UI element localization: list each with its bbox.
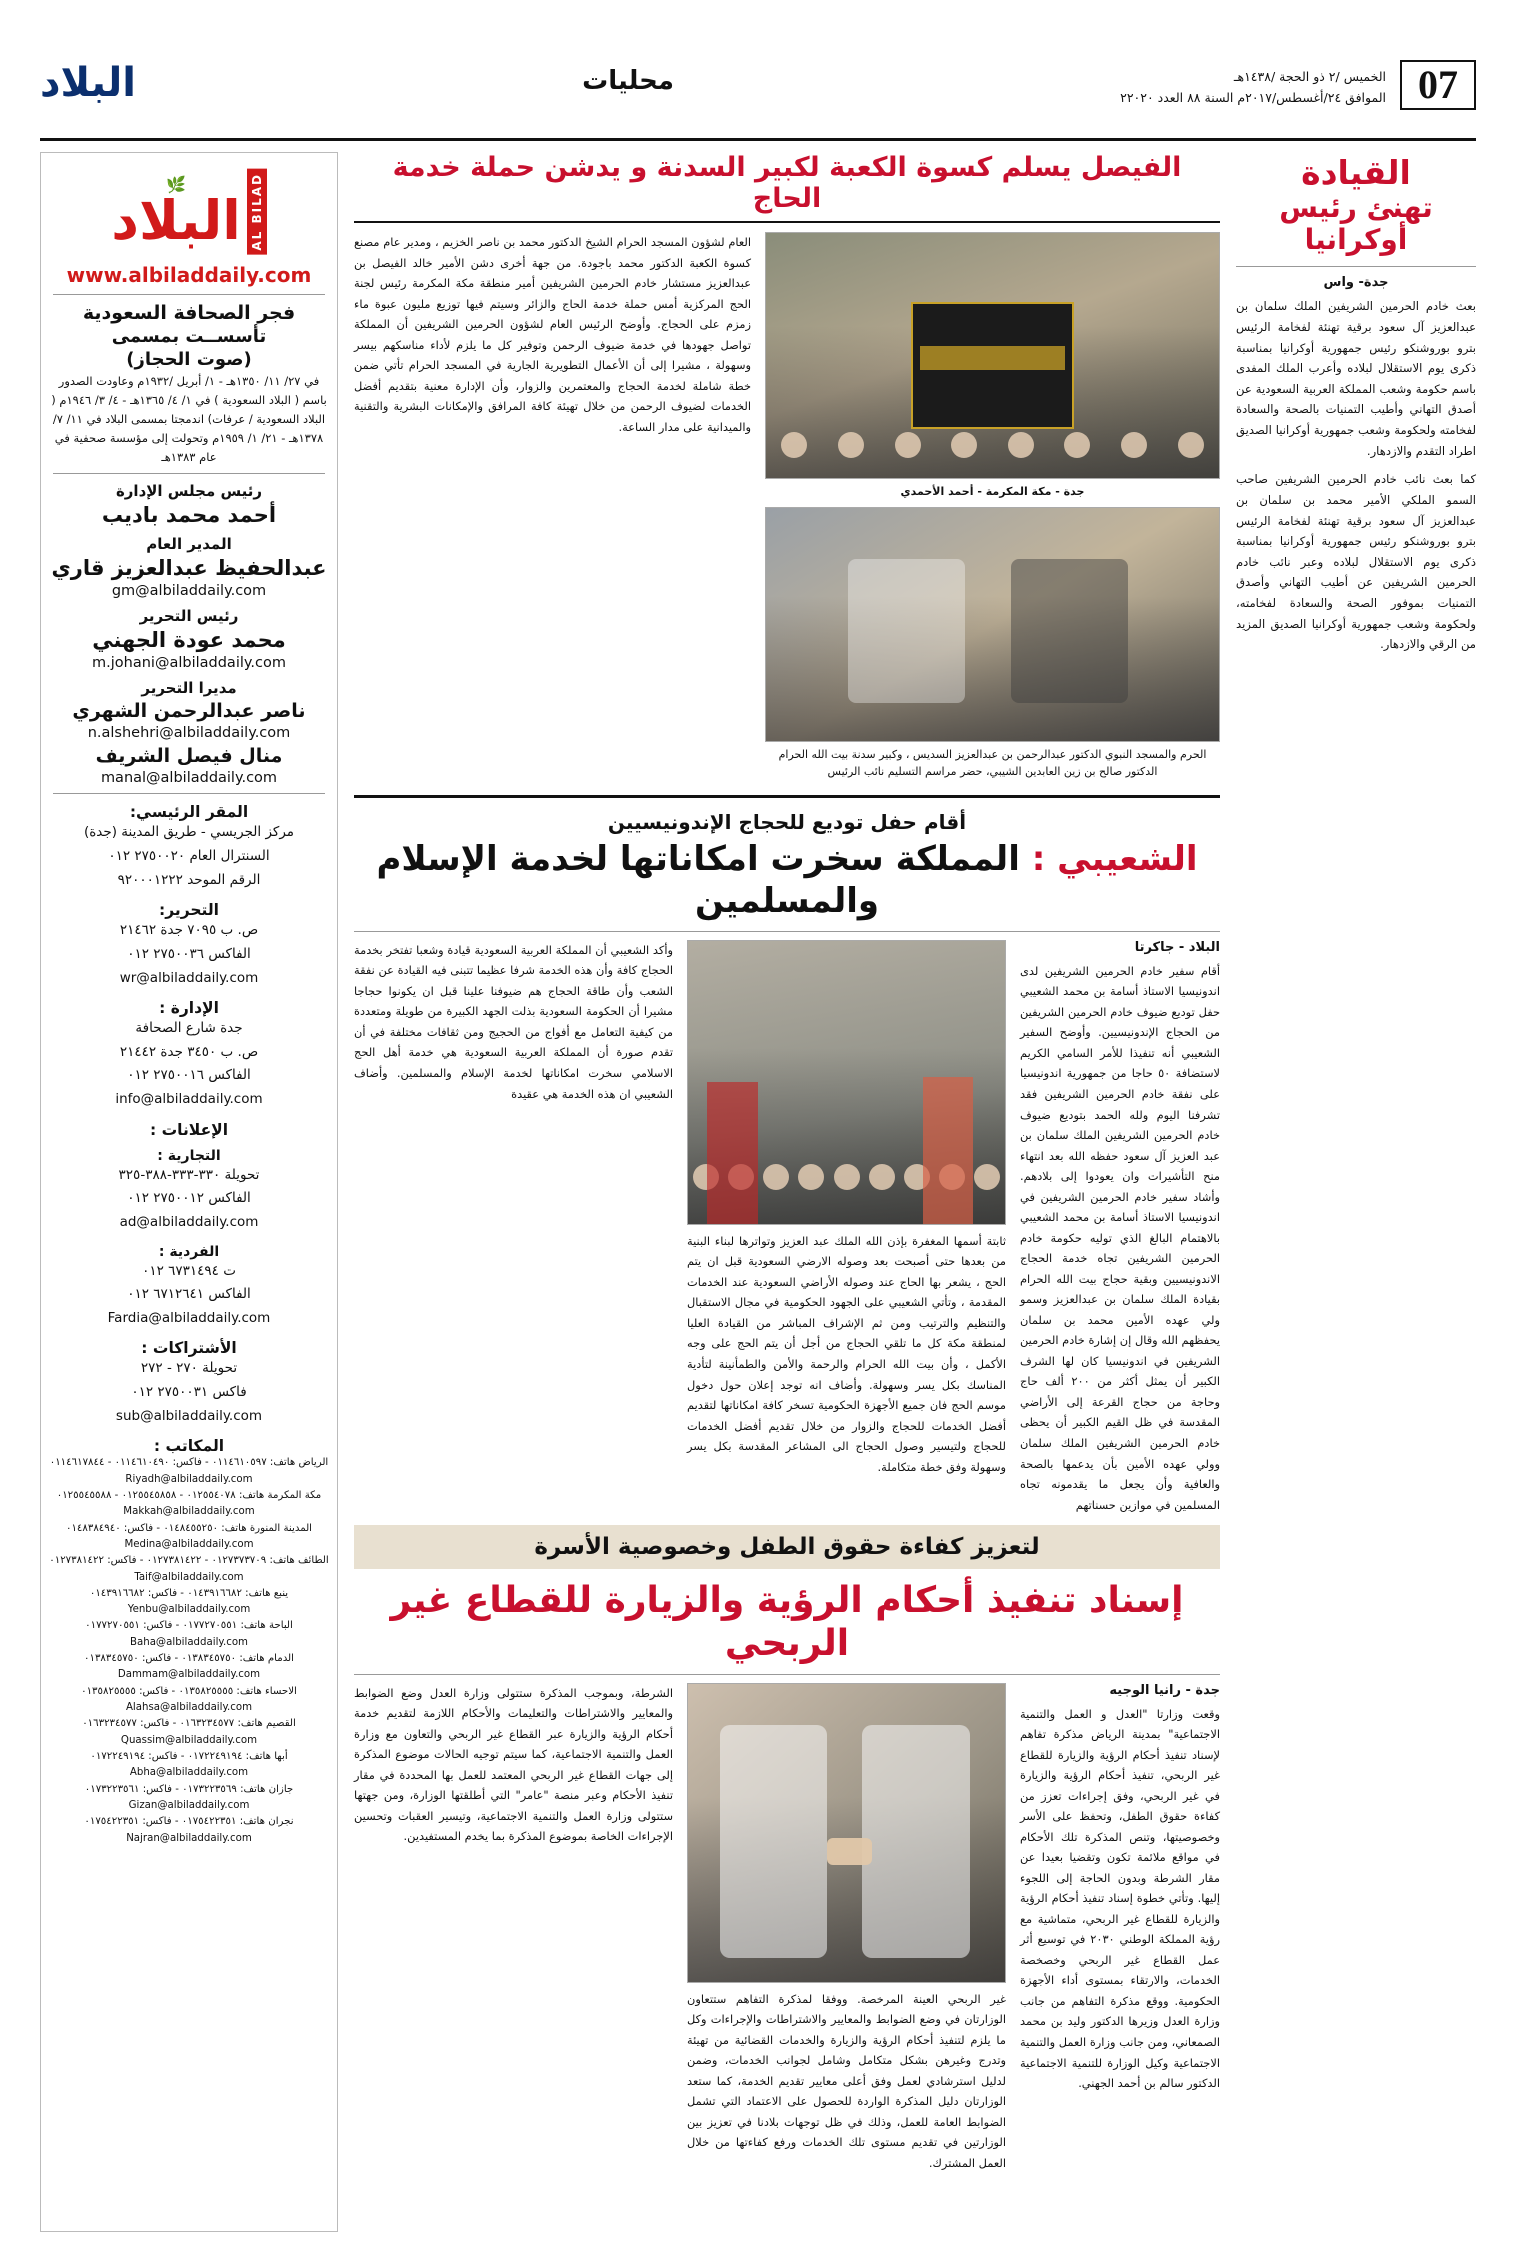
photo-signing-ceremony — [765, 507, 1220, 742]
ads-commercial-line-1: تحويلة ٣٣٠-٣٣٣-٣٨٨-٣٢٥ — [118, 1166, 260, 1183]
divider — [354, 1674, 1220, 1675]
story-shuaibi-headline-name: الشعيبي : — [1031, 838, 1198, 879]
hq-label: المقر الرئيسي: — [129, 803, 249, 822]
leadership-headline — [1236, 152, 1476, 256]
office-email[interactable]: Abha@albiladdaily.com — [129, 1767, 249, 1779]
hq-line-2: السنترال العام ٢٧٥٠٠٢٠ ٠١٢ — [108, 848, 270, 865]
editor-name: محمد عودة الجهني — [92, 628, 286, 653]
admin-email[interactable]: info@albiladdaily.com — [115, 1091, 263, 1108]
history-text: في ٢٧/ ١١/ ١٣٥٠هـ - ١/ أبريل /١٩٣٢م وعاودت الصدور باسم ( البلاد السعودية ) في ١/ ٤/ ١٣٦٥هـ - ٤/ ٣/ ١٩٤٦م ( البلاد السعودية / عرفات) اندمجتا بمسمى البلاد في ١١/ ٧/ ١٣٧٨هـ - ٢١/ ١/ ١٩٥٩م وتحولت إلى مؤسسة صحفية في عام ١٣٨٣هـ — [51, 373, 327, 464]
ads-commercial-line-2: الفاكس ٢٧٥٠٠١٢ ٠١٢ — [127, 1190, 251, 1207]
chairman-name: أحمد محمد باديب — [101, 503, 277, 528]
photo-mou-signing-handshake — [687, 1683, 1006, 1983]
office-line: أبها هاتف: ٠١٧٢٢٤٩١٩٤ - فاكس: ٠١٧٢٢٤٩١٩٤ — [90, 1750, 288, 1762]
story-kiswa-top — [354, 232, 1220, 787]
managing-editor-1-email[interactable]: n.alshehri@albiladdaily.com — [87, 725, 291, 742]
story-shuaibi-dateline: البلاد - جاكرتا — [1134, 939, 1220, 955]
office-line: جازان هاتف: ٠١٧٣٢٢٣٥٦٩ - فاكس: ٠١٧٣٢٢٣٥٦١ — [84, 1783, 294, 1795]
divider — [53, 793, 325, 794]
hq-line-1: مركز الجريسي - طريق المدينة (جدة) — [83, 824, 295, 841]
story-shuaibi-kicker: أقام حفل توديع للحجاج الإندونيسيين — [607, 809, 967, 834]
story-visitation-headline: إسناد تنفيذ أحكام الرؤية والزيارة للقطاع غير الربحي — [390, 1580, 1184, 1665]
editorial-email[interactable]: wr@albiladdaily.com — [119, 969, 259, 986]
logo — [49, 169, 329, 255]
masthead-brand: البلاد — [40, 60, 136, 106]
masthead-info-box — [40, 152, 338, 2232]
admin-label: الإدارة : — [159, 999, 219, 1018]
story-shuaibi-col-left — [354, 940, 673, 1515]
story-kiswa-headline: الفيصل يسلم كسوة الكعبة لكبير السدنة و يدشن حملة خدمة الحاج — [354, 152, 1220, 223]
story-visitation-cols — [354, 1683, 1220, 2174]
center-column — [354, 152, 1220, 2232]
office-email[interactable]: Riyadh@albiladdaily.com — [125, 1473, 253, 1485]
divider — [354, 795, 1220, 798]
leadership-sidebar-article — [1236, 152, 1476, 655]
logo-latin-text: AL BILAD — [247, 169, 267, 255]
office-line: مكة المكرمة هاتف: ٠١٢٥٥٤٠٧٨ - ٠١٢٥٥٤٥٨٥٨ - ٠١٢٥٥٤٥٥٨٨ — [56, 1489, 322, 1501]
office-line: نجران هاتف: ٠١٧٥٤٢٢٣٥١ - فاكس: ٠١٧٥٤٢٢٣٥١ — [84, 1816, 294, 1828]
leadership-body-1: بعث خادم الحرمين الشريفين الملك سلمان بن عبدالعزيز آل سعود برقية تهنئة لفخامة الرئيس بترو بوروشنكو رئيس جمهورية أوكرانيا بمناسبة ذكرى يوم الاستقلال لبلاده وأعرب الملك المفدى باسم حكومة وشعب المملكة العربية السعودية عن أصدق التهاني وأطيب التمنيات بالصحة والسعادة لفخامته ولحكومة وشعب جمهورية أوكرانيا الصديق اطراد التقدم والازدهار. — [1236, 299, 1476, 458]
issue-date — [1120, 60, 1386, 109]
managing-editor-2-name: منال فيصل الشريف — [95, 745, 283, 768]
office-line: الطائف هاتف: ٠١٢٧٣٧٣٧٠٩ - ٠١٢٧٣٨١٤٢٢ - فاكس: ٠١٢٧٣٨١٤٢٢ — [49, 1555, 329, 1567]
story-shuaibi-mid-block — [687, 940, 1006, 1515]
ads-label: الإعلانات : — [149, 1120, 229, 1139]
story-visitation-dateline: جدة - رانيا الوجيه — [1109, 1682, 1220, 1698]
gm-email[interactable]: gm@albiladdaily.com — [111, 583, 267, 600]
managing-editor-1-name: ناصر عبدالرحمن الشهري — [72, 700, 306, 723]
gm-label: المدير العام — [146, 535, 232, 554]
date-gregorian: الموافق ٢٤/أغسطس/٢٠١٧م السنة ٨٨ العدد ٢٢٠٢٠ — [1120, 90, 1386, 106]
page-content — [40, 152, 1476, 2232]
leadership-headline-line1: القيادة — [1301, 153, 1411, 192]
story-shuaibi-cols — [354, 940, 1220, 1515]
story-shuaibi-headline — [354, 838, 1220, 923]
ads-individual-label: الفردية : — [158, 1243, 220, 1260]
story-kiswa-body-mid: العام لشؤون المسجد الحرام الشيخ الدكتور محمد بن ناصر الخزيم ، ومدير عام مصنع كسوة الكعبة الدكتور محمد باجودة. من جهة أخرى دشن الأمير خالد الفيصل بن عبدالعزيز مستشار خادم الحرمين الشريفين أمير منطقة مكة المكرمة رئيس لجنة الحج المركزية أمس حملة خدمة الحاج والزائر وسيتم فيها توزيع مليون عبوة ماء زمزم على الحجاج. وأوضح الرئيس العام لشؤون الحرمين الشريفين أن المملكة تواصل جهودها في خدمة ضيوف الرحمن وتوفير كل ما يلزم لأداء مناسكهم بيسر وسهولة ، مشيرا إلى أن الأعمال التطويرية الجارية في المسجد الحرام تأتي ضمن خطة شاملة لخدمة الحجاج والمعتمرين والزوار، وأن الإدارة معنية بتقديم أفضل الخدمات لضيوف الرحمن من خلال تهيئة كافة المرافق والإمكانات البشرية والتقنية والميدانية على مدار الساعة. — [354, 235, 751, 434]
office-email[interactable]: Taif@albiladdaily.com — [134, 1571, 244, 1583]
story-shuaibi-headline-rest: المملكة سخرت امكاناتها لخدمة الإسلام والمسلمين — [376, 838, 1020, 922]
admin-line-1: جدة شارع الصحافة — [135, 1020, 243, 1037]
story-shuaibi-body-mid: ثابتة أسمها المغفرة بإذن الله الملك عبد العزيز وتواترها لبناء البنية من بعدها حتى أصبحت بعد وصوله الارضي السعودية قبل ان يتم الحج ، يشعر بها الحاج عند وصوله الأراضي السعودية عند الخدمات المقدمة ، وتأتي الشعيبي على الجهود الحكومية في مجال الاستقبال والتنظيم والترتيب ومن ثم الإشراف المباشر من القيادة العليا لمنطقة مكة كل ما تلقي الحجاج من أجل أن يتم الحج على وجه الأكمل ، وأن بيت الله الحرام والرحمة والأمن والطمأنينة لتأدية المناسك بكل يسر وسهولة. وأضاف انه توجد إعلان حول دخول موسم الحج فان جميع الأجهزة الحكومية تسخر كافة امكاناتها لتقديم أفضل الخدمات للحجاج والزوار من خلال تقديم أفضل الخدمات للحجاج ولتيسير وصول الحجاج الى المشاعر المقدسة بكل يسر وسهولة وفق خطة متكاملة. — [687, 1233, 1006, 1474]
editorial-label: التحرير: — [159, 901, 219, 920]
office-line: ينبع هاتف: ٠١٤٣٩١٦٦٨٢ - فاكس: ٠١٤٣٩١٦٦٨٢ — [89, 1587, 289, 1599]
photo-indonesian-pilgrims — [687, 940, 1006, 1225]
leadership-body-2: كما بعث نائب خادم الحرمين الشريفين صاحب السمو الملكي الأمير محمد بن سلمان بن عبدالعزيز آل سعود برقية تهنئة لفخامة الرئيس بترو بوروشنكو رئيس جمهورية أوكرانيا بمناسبة ذكرى يوم الاستقلال لبلاده وعبر نائب خادم الحرمين الشريفين عن أطيب التهاني وأصدق التمنيات بموفور الصحة والسعادة لفخامته، ولحكومة وشعب جمهورية أوكرانيا الصديق المزيد من الرقي والازدهار. — [1236, 472, 1476, 652]
office-email[interactable]: Alahsa@albiladdaily.com — [125, 1702, 253, 1714]
divider — [53, 294, 325, 295]
story-kiswa-text-col-mid — [354, 232, 751, 787]
divider — [1236, 266, 1476, 267]
story-visitation-col-right — [1020, 1683, 1220, 2174]
palm-swords-icon: 🌿 — [166, 175, 186, 195]
gm-name: عبدالحفيظ عبدالعزيز قاري — [51, 556, 327, 581]
leadership-dateline: جدة- واس — [1323, 275, 1389, 291]
subscriptions-label: الأشتراكات : — [141, 1339, 237, 1358]
header-divider — [40, 138, 1476, 141]
managing-editors-label: مديرا التحرير — [141, 679, 237, 698]
offices-label: المكاتب : — [153, 1437, 225, 1456]
story-visitation-mid-block — [687, 1683, 1006, 2174]
admin-line-2: ص. ب ٣٤٥٠ جدة ٢١٤٤٢ — [119, 1043, 259, 1060]
date-hijri: الخميس /٢ ذو الحجة /١٤٣٨هـ — [1233, 69, 1386, 84]
subs-line-2: فاكس ٢٧٥٠٠٣١ ٠١٢ — [131, 1384, 247, 1401]
founded-name: (صوت الحجاز) — [126, 348, 252, 370]
chairman-label: رئيس مجلس الإدارة — [115, 482, 263, 501]
office-email[interactable]: Gizan@albiladdaily.com — [128, 1799, 250, 1811]
office-email[interactable]: Quassim@albiladdaily.com — [120, 1734, 258, 1746]
story-shuaibi-body-right: أقام سفير خادم الحرمين الشريفين لدى اندونيسيا الاستاذ أسامة بن محمد الشعيبي حفل توديع ضيوف خادم الحرمين الشريفين من الحجاج الإندونيسيين. وأوضح السفير الشعيبي أنه تنفيذا للأمر السامي الكريم لاستضافة ٥٠ حاجا من جمهورية اندونيسيا على نفقة خادم الحرمين الشريفين فقد تشرفنا اليوم ولله الحمد بتوديع ضيوف خادم الحرمين الشريفين الملك سلمان بن عبد العزيز آل سعود حفظه الله بعد انتهاء منح التأشيرات وان يعودوا إلى بلادهم. وأشاد سفير خادم الحرمين الشريفين في اندونيسيا الاستاذ أسامة بن محمد الشعيبي بالاهتمام البالغ الذي توليه حكومة خادم الحرمين الشريفين تجاه خدمة الحجاج الاندونيسيين وبقية حجاج بيت الله الحرام بقيادة الملك سلمان بن عبدالعزيز وسمو ولي عهده الأمين محمد بن سلمان يحفظهم الله وقال إن إشارة خادم الحرمين الشريفين في اندونيسيا كان لها الشرف الكبير أن يمثل أكثر من ٢٠٠ ألف حاج وحاجة من حجاج القرعة إلى الأراضي المقدسة في ظل القيم الكبير أن يحظى خادم الحرمين الشريفين الملك سلمان وولي عهده الأمين بأن يدعمها بالصحة والعافية وأن يجعل ما يقدمونه تجاه المسلمين في موازين حسناتهم — [1020, 963, 1220, 1512]
photo-signing-caption: الحرم والمسجد النبوي الدكتور عبدالرحمن بن عبدالعزيز السديس ، وكبير سدنة بيت الله الحرام الدكتور صالح بن زين العابدين الشيبي، حضر مراسم التسليم نائب الرئيس — [778, 747, 1207, 779]
office-email[interactable]: Yenbu@albiladdaily.com — [127, 1604, 251, 1616]
ads-commercial-email[interactable]: ad@albiladdaily.com — [119, 1213, 259, 1230]
office-email[interactable]: Najran@albiladdaily.com — [126, 1832, 252, 1844]
page-header — [40, 60, 1476, 130]
divider — [53, 473, 325, 474]
editorial-line-1: ص. ب ٧٠٩٥ جدة ٢١٤٦٢ — [119, 922, 259, 939]
office-line: القصيم هاتف: ٠١٦٣٢٣٤٥٧٧ - فاكس: ٠١٦٣٢٣٤٥٧٧ — [82, 1718, 296, 1730]
leadership-headline-line3: أوكرانيا — [1304, 223, 1408, 257]
tagline: فجر الصحافة السعودية — [82, 301, 296, 324]
editor-label: رئيس التحرير — [139, 607, 239, 626]
founded-label: تأسســت بمسمى — [111, 325, 267, 347]
story-visitation-body-left: الشرطة، وبموجب المذكرة ستتولى وزارة العدل وضع الضوابط والمعايير والاشتراطات والتعليمات والأحكام اللازمة لتقديم خدمة أحكام الرؤية والزيارة عبر القطاع غير الربحي والتعاون مع وزارة العمل والتنمية الاجتماعية، كما سيتم توجيه الحالات موضوع المذكرة إلى جهات القطاع غير الربحي المعتمد للعمل بها المحددة في مقار تنفيذ الأحكام وعبر منصة "عامر" التي أطلقتها الوزارة، ومن جهتها ستتولى وزارة العمل والتنمية الاجتماعية، وتيسير العقبات وتحسين الإجراءات الخاصة بموضوع المذكرة بما يخدم المستفيدين. — [354, 1685, 673, 1844]
office-line: الاحساء هاتف: ٠١٣٥٨٢٥٥٥٥ - فاكس: ٠١٣٥٨٢٥٥٥٥ — [81, 1685, 297, 1697]
office-line: الرياض هاتف: ٠١١٤٦١٠٥٩٧ - فاكس: ٠١١٤٦١٠٤٩٠ - ٠١١٤٦١٧٨٤٤ — [49, 1457, 329, 1469]
divider — [354, 931, 1220, 932]
story-kiswa — [354, 152, 1220, 787]
editor-email[interactable]: m.johani@albiladdaily.com — [92, 655, 286, 672]
admin-line-3: الفاكس ٢٧٥٠٠١٦ ٠١٢ — [127, 1067, 251, 1084]
story-visitation-banner: لتعزيز كفاءة حقوق الطفل وخصوصية الأسرة — [354, 1525, 1220, 1569]
office-line: الدمام هاتف: ٠١٣٨٣٤٥٧٥٠ - فاكس: ٠١٣٨٣٤٥٧٥٠ — [84, 1653, 294, 1665]
story-shuaibi-body-left: وأكد الشعيبي أن المملكة العربية السعودية قيادة وشعبا تفتخر بخدمة الحجاج كافة وأن هذه الخدمة شرفا عظيما تتبنى فيه القيادة عن نفقة الشعب وأن طاقة الحجاج هم ضيوفنا علينا قبل ان يكونوا حجاجا مشيرا أن الحكومة السعودية بذلت الجهد الكبيرة من طويلة ومتعددة من كيفية التعامل مع أفواج من الحجيج ومن ثقافات مختلفة في أن تقدم صورة أن المملكة العربية السعودية هي خدمة أهل الحج الاسلامي سخرت امكاناتها لخدمة الإسلام والمسلمين. وأضاف الشعيبي ان هذه الخدمة هي عقيدة — [354, 942, 673, 1101]
story-shuaibi-col-right — [1020, 940, 1220, 1515]
office-email[interactable]: Makkah@albiladdaily.com — [123, 1506, 255, 1518]
story-visitation-body-mid: غير الربحي العينة المرخصة. ووفقا لمذكرة التفاهم ستتعاون الوزارتان في وضع الضوابط والمعايير والاشتراطات والإجراءات وكل ما يلزم لتنفيذ أحكام الرؤية والزيارة والخدمات القضائية من تهيئة وتدرج وغيرهن بشكل متكامل وشامل لجوانب الخدمات، وضمن لدليل استرشادي لعمل وفق أعلى معايير تقديم الخدمة، كما ستعد الوزارتان دليل المذكرة الواردة للحصول على الاعتماد التي تشمل الضوابط العامة للعمل، وذلك في ظل توجهات بلادنا في تعزيز بين الوزارتين في تقديم مستوى تلك الخدمات ورفع كفاءتها من خلال العمل المشترك. — [687, 1991, 1006, 2170]
editorial-line-2: الفاكس ٢٧٥٠٠٣٦ ٠١٢ — [127, 945, 251, 962]
story-visitation-col-left — [354, 1683, 673, 2174]
office-email[interactable]: Baha@albiladdaily.com — [130, 1636, 248, 1648]
hq-line-3: الرقم الموحد ٩٢٠٠٠١٢٢٢ — [117, 871, 261, 888]
photo-kiswa-handover — [765, 232, 1220, 479]
story-kiswa-photo-block — [765, 232, 1220, 787]
managing-editor-2-email[interactable]: manal@albiladdaily.com — [100, 770, 278, 787]
photo-kiswa-caption: جدة - مكة المكرمة - أحمد الأحمدي — [900, 485, 1085, 498]
ads-individual-line-2: الفاكس ٦٧١٢٦٤١ ٠١٢ — [127, 1286, 251, 1303]
subs-email[interactable]: sub@albiladdaily.com — [115, 1407, 263, 1424]
office-email[interactable]: Medina@albiladdaily.com — [124, 1538, 254, 1550]
leadership-headline-line2: تهنئ رئيس — [1279, 190, 1433, 224]
ads-commercial-label: التجارية : — [157, 1147, 221, 1164]
story-shuaibi — [354, 810, 1220, 1515]
subs-line-1: تحويلة ٢٧٠ - ٢٧٢ — [140, 1360, 238, 1377]
section-title: محليات — [582, 66, 675, 96]
ads-individual-line-1: ت ٦٧٣١٤٩٤ ٠١٢ — [142, 1262, 236, 1279]
ads-individual-email[interactable]: Fardia@albiladdaily.com — [107, 1309, 271, 1326]
story-visitation-body-right: وقعت وزارتا "العدل و العمل والتنمية الاجتماعية" بمدينة الرياض مذكرة تفاهم لإسناد تنفيذ أحكام الرؤية والزيارة للقطاع غير الربحي، تنفيذ أحكام الرؤية والزيارة في غير الربحي، وفق إجراءات تعزز من كفاءة حقوق الطفل، وتحفظ على الأسر وخصوصيتها، وتنص المذكرة تلك الأحكام في مواقع ملائمة تكون وتقضيا بعيدا عن مقار الشرطة وبدون الحاجة إلى اللجوء إليها. وتأتي خطوة إسناد تنفيذ أحكام الرؤية والزيارة للقطاع غير الربحي، متماشية مع رؤية المملكة الوطني ٢٠٣٠ في توسيع أثر عمل القطاع غير الربحي وخصخصة الخدمات، والارتقاء بمستوى أداء الأجهزة الحكومية. ووقع مذكرة التفاهم من جانب وزارة العدل وزيرها الدكتور وليد بن محمد الصمعاني، ومن جانب وزارة العمل والتنمية الاجتماعية وكيل الوزارة للتنمية الاجتماعية الدكتور سالم بن أحمد الجهني. — [1020, 1706, 1220, 2091]
website-url[interactable]: www.albiladdaily.com — [66, 262, 312, 287]
page-number: 07 — [1400, 60, 1476, 110]
office-email[interactable]: Dammam@albiladdaily.com — [117, 1669, 261, 1681]
office-line: المدينة المنورة هاتف: ٠١٤٨٤٥٥٢٥٠ - فاكس: ٠١٤٨٣٨٤٩٤٠ — [65, 1522, 313, 1534]
logo-arabic-text: البلاد — [111, 189, 241, 253]
page-number-group — [1120, 60, 1476, 110]
office-line: الباحة هاتف: ٠١٧٧٢٧٠٥٥١ - فاكس: ٠١٧٧٢٧٠٥٥١ — [85, 1620, 293, 1632]
